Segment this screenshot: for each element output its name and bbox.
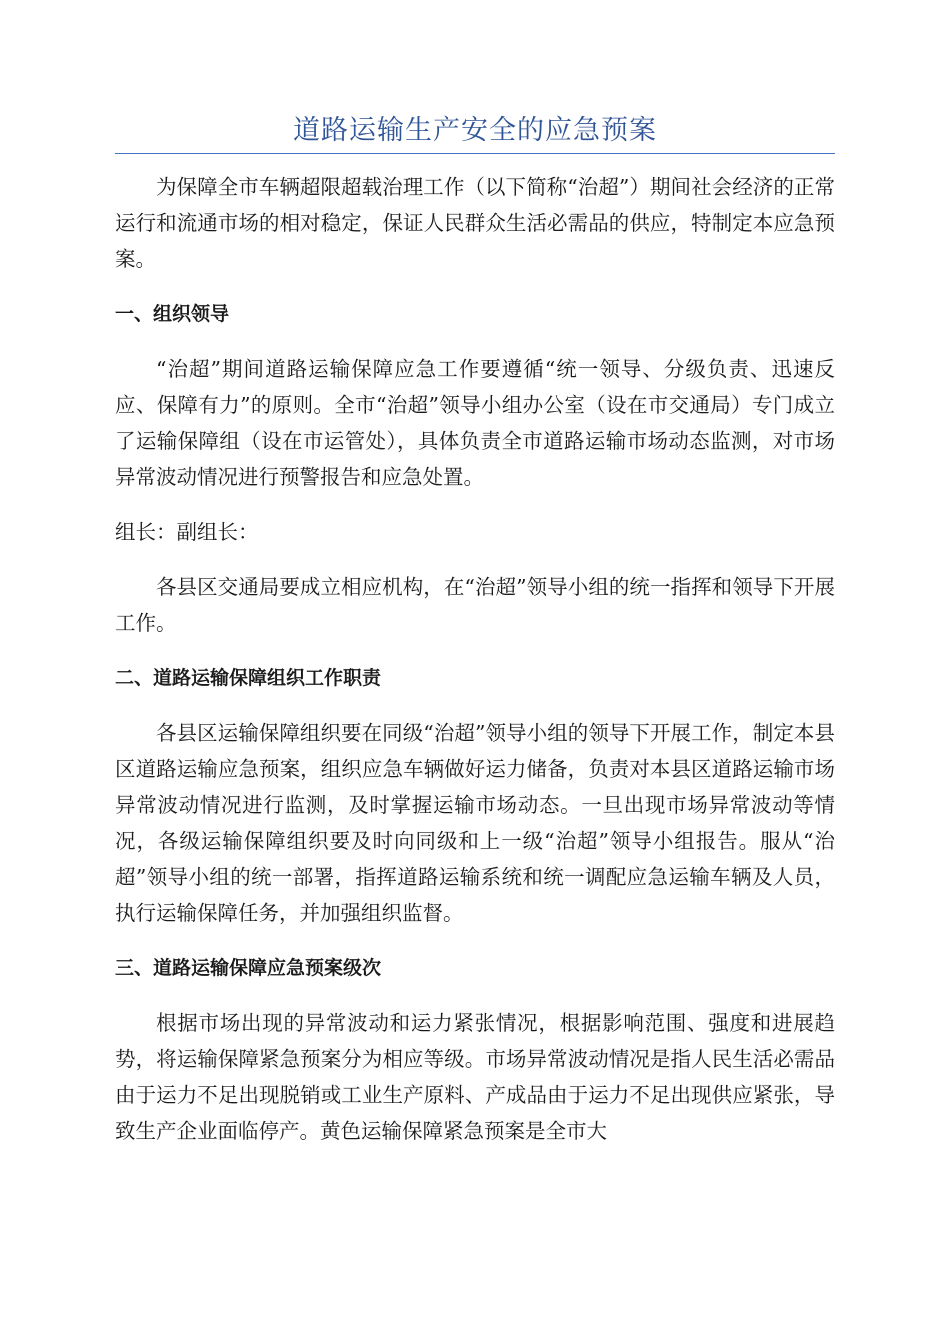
spacer [115, 641, 835, 660]
spacer [115, 277, 835, 296]
intro-paragraph: 为保障全市车辆超限超载治理工作（以下简称“治超”）期间社会经济的正常运行和流通市场的相对稳定，保证人民群众生活必需品的供应，特制定本应急预案。 [115, 175, 835, 271]
spacer [115, 931, 835, 950]
section-1-paragraph-1: “治超”期间道路运输保障应急工作要遵循“统一领导、分级负责、迅速反应、保障有力”的原则。全市“治超”领导小组办公室（设在市交通局）专门成立了运输保障组（设在市运管处），具体负责全市道路运输市场动态监测，对市场异常波动情况进行预警报告和应急处置。 [115, 357, 835, 489]
spacer [115, 495, 835, 514]
spacer [115, 696, 835, 715]
section-heading-duties: 二、道路运输保障组织工作职责 [115, 667, 382, 689]
section-1-paragraph-3: 各县区交通局要成立相应机构，在“治超”领导小组的统一指挥和领导下开展工作。 [115, 575, 835, 635]
document-page [115, 112, 835, 1149]
spacer [115, 550, 835, 569]
document-title: 道路运输生产安全的应急预案 [115, 112, 835, 154]
section-heading-levels: 三、道路运输保障应急预案级次 [115, 957, 382, 979]
section-1-leader-line: 组长：副组长： [115, 520, 259, 544]
section-heading-organization: 一、组织领导 [115, 303, 230, 325]
section-2-paragraph-1: 各县区运输保障组织要在同级“治超”领导小组的领导下开展工作，制定本县区道路运输应急预案，组织应急车辆做好运力储备，负责对本县区道路运输市场异常波动情况进行监测，及时掌握运输市场动态。一旦出现市场异常波动等情况，各级运输保障组织要及时向同级和上一级“治超”领导小组报告。服从“治超”领导小组的统一部署，指挥道路运输系统和统一调配应急运输车辆及人员，执行运输保障任务，并加强组织监督。 [115, 721, 835, 925]
section-3-paragraph-1: 根据市场出现的异常波动和运力紧张情况，根据影响范围、强度和进展趋势，将运输保障紧急预案分为相应等级。市场异常波动情况是指人民生活必需品由于运力不足出现脱销或工业生产原料、产成品由于运力不足出现供应紧张，导致生产企业面临停产。黄色运输保障紧急预案是全市大 [115, 1011, 835, 1143]
spacer [115, 986, 835, 1005]
spacer [115, 332, 835, 351]
